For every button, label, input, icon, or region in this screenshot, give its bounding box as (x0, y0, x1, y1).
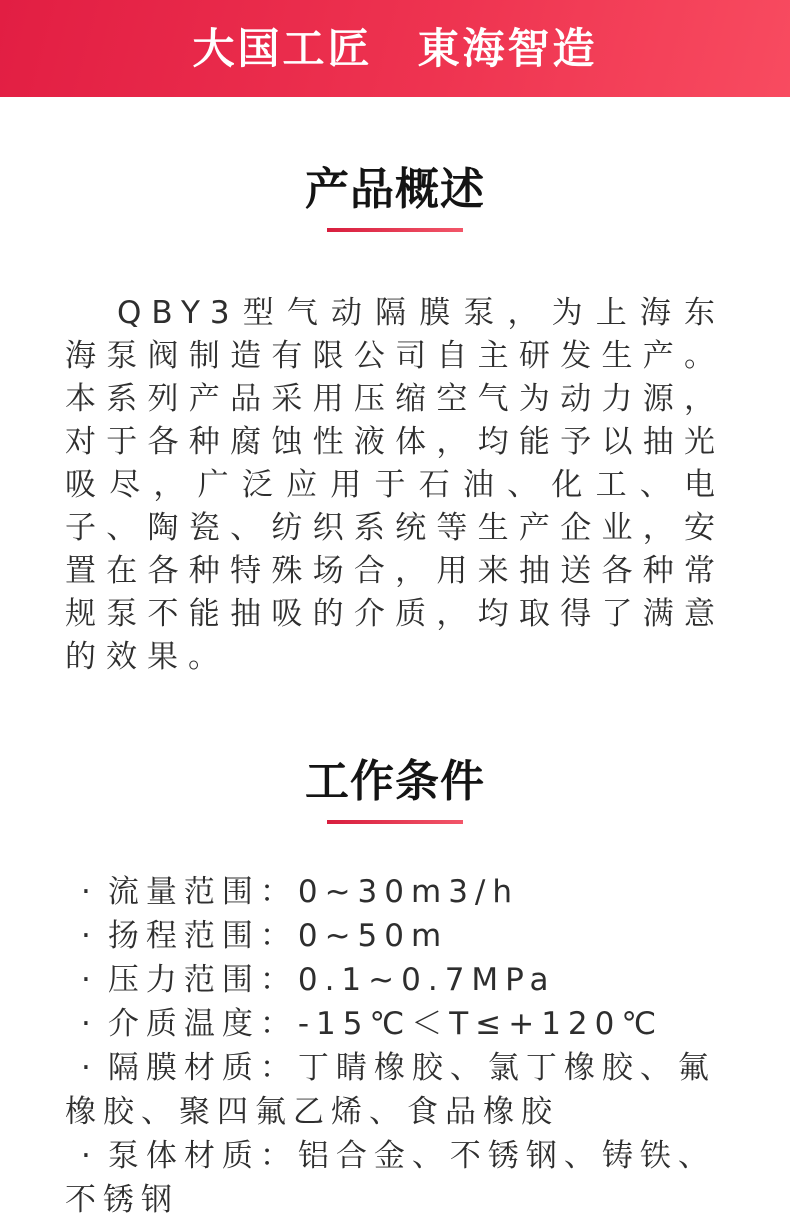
working-conditions-title: 工作条件 (305, 756, 485, 807)
spec-item-pump-body-material (65, 1134, 725, 1222)
working-conditions-section (0, 757, 790, 1222)
overview-paragraph: QBY3型气动隔膜泵，为上海东海泵阀制造有限公司自主研发生产。本系列产品采用压缩空气为动力源，对于各种腐蚀性液体，均能予以抽光吸尽，广泛应用于石油、化工、电子、陶瓷、纺织系统等生产企业，安置在各种特殊场合，用来抽送各种常规泵不能抽吸的介质，均取得了满意的效果。 (65, 295, 725, 675)
banner-title: 大国工匠 東海智造 (192, 23, 598, 73)
bullet-dot: · (81, 962, 98, 998)
spec-item-text: 压力范围：0.1~0.7MPa (107, 962, 556, 998)
bullet-dot: · (81, 1006, 98, 1042)
spec-item-flow-range (65, 870, 725, 914)
spec-item-text: 扬程范围：0~50m (107, 918, 449, 954)
overview-section (0, 165, 790, 679)
spec-item-text: 隔膜材质：丁睛橡胶、氯丁橡胶、氟橡胶、聚四氟乙烯、食品橡胶 (65, 1050, 716, 1130)
spec-list (65, 870, 725, 1222)
bullet-dot: · (81, 1050, 98, 1086)
spec-item-text: 流量范围：0~30m3/h (107, 874, 520, 910)
spec-item-pressure-range (65, 958, 725, 1002)
title-underline-accent (327, 228, 463, 232)
spec-item-text: 介质温度：-15℃＜T≤+120℃ (107, 1006, 664, 1042)
bullet-dot: · (81, 1138, 98, 1174)
title-underline-accent (327, 820, 463, 824)
spec-item-medium-temperature (65, 1002, 725, 1046)
bullet-dot: · (81, 874, 98, 910)
brand-banner (0, 0, 790, 97)
spec-item-diaphragm-material (65, 1046, 725, 1134)
bullet-dot: · (81, 918, 98, 954)
spec-item-head-range (65, 914, 725, 958)
spec-item-text: 泵体材质：铝合金、不锈钢、铸铁、不锈钢 (65, 1138, 716, 1218)
overview-section-title: 产品概述 (305, 164, 485, 215)
